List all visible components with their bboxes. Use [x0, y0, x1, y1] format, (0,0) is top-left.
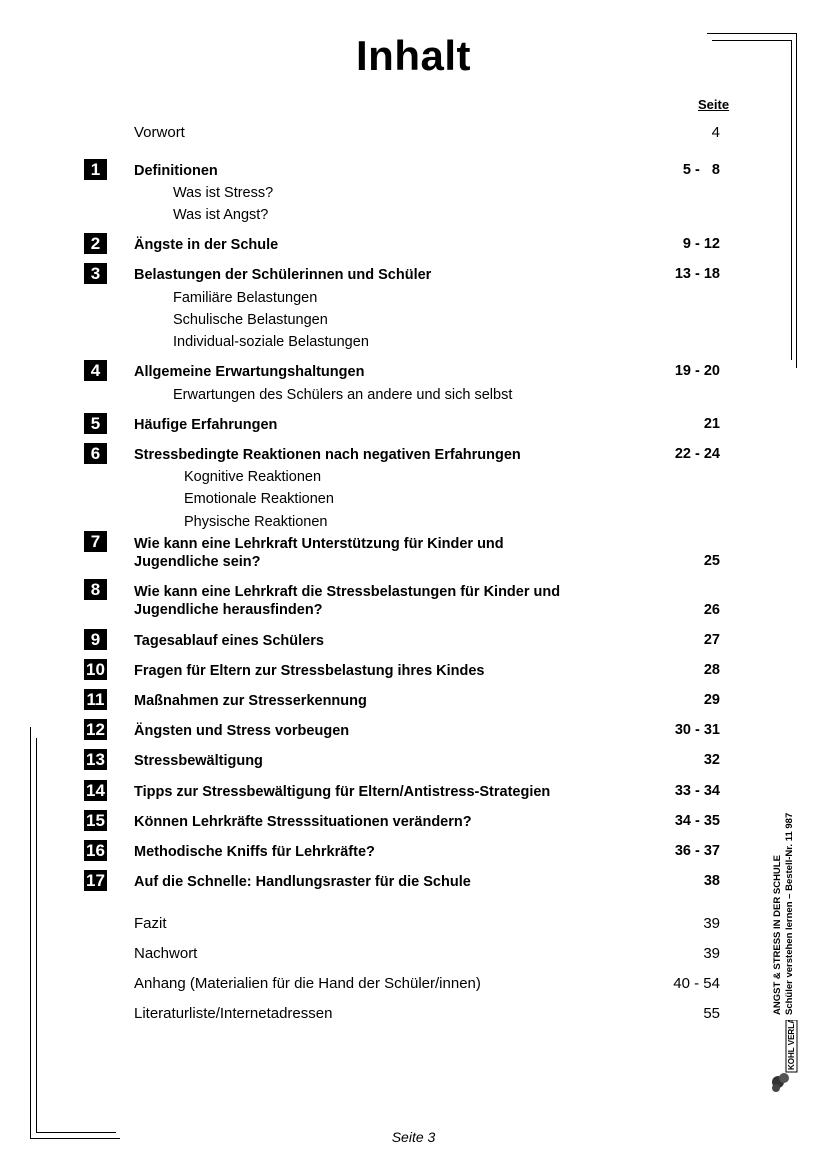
chapter-number: 14 [84, 780, 107, 801]
toc-page: 28 [703, 662, 720, 678]
toc-page: 55 [703, 1005, 720, 1022]
toc-page: 34 - 35 [674, 813, 720, 829]
toc-label: Wie kann eine Lehrkraft die Stressbelastungen für Kinder und Jugendliche herausfinden? [134, 584, 561, 618]
toc-page: 27 [703, 632, 720, 648]
toc-label: Definitionen [134, 163, 218, 179]
toc-page: 22 - 24 [674, 446, 720, 462]
chapter-number: 11 [84, 689, 107, 710]
toc-label: Fazit [134, 915, 167, 932]
toc-label: Tipps zur Stressbewältigung für Eltern/Antistress-Strategien [134, 784, 551, 800]
side-imprint-subtitle: Schüler verstehen lernen – Bestell-Nr. 11 987 [784, 812, 795, 1015]
toc-page: 4 [711, 124, 720, 141]
toc-label: Häufige Erfahrungen [134, 417, 278, 433]
toc-page: 9 - 12 [682, 236, 720, 252]
chapter-number: 10 [84, 659, 107, 680]
toc-subentry[interactable]: Emotionale Reaktionen [184, 491, 334, 507]
chapter-number: 15 [84, 810, 107, 831]
chapter-number: 3 [84, 263, 107, 284]
side-imprint [772, 715, 812, 1015]
toc-subentry[interactable]: Was ist Stress? [173, 185, 274, 201]
publisher-logo [770, 1020, 800, 1100]
toc-page: 39 [703, 915, 720, 932]
toc-subentry[interactable]: Familiäre Belastungen [173, 290, 318, 306]
toc-subentry[interactable]: Erwartungen des Schülers an andere und sich selbst [173, 387, 513, 403]
chapter-number: 8 [84, 579, 107, 600]
toc-label: Stressbedingte Reaktionen nach negativen Erfahrungen [134, 447, 521, 463]
toc-subentry[interactable]: Kognitive Reaktionen [184, 469, 322, 485]
toc-page: 36 - 37 [674, 843, 720, 859]
chapter-number: 17 [84, 870, 107, 891]
toc-label: Methodische Kniffs für Lehrkräfte? [134, 844, 375, 860]
toc-page: 30 - 31 [674, 722, 720, 738]
toc-label: Anhang (Materialien für die Hand der Schüler/innen) [134, 975, 481, 992]
toc-label: Ängsten und Stress vorbeugen [134, 723, 350, 739]
toc-subentry[interactable]: Schulische Belastungen [173, 312, 328, 328]
chapter-number: 4 [84, 360, 107, 381]
side-imprint-title: ANGST & STRESS IN DER SCHULE [772, 855, 783, 1015]
publisher-logo-text: KOHL VERLAG [787, 1020, 796, 1070]
toc-subentry[interactable]: Physische Reaktionen [184, 514, 328, 530]
toc-label: Literaturliste/Internetadressen [134, 1005, 333, 1022]
chapter-number: 13 [84, 749, 107, 770]
chapter-number: 7 [84, 531, 107, 552]
chapter-number: 5 [84, 413, 107, 434]
toc-page: 13 - 18 [674, 266, 720, 282]
toc-label: Wie kann eine Lehrkraft Unterstützung für Kinder und Jugendliche sein? [134, 536, 504, 570]
toc-subentry[interactable]: Individual-soziale Belastungen [173, 334, 369, 350]
toc-label: Können Lehrkräfte Stresssituationen verändern? [134, 814, 472, 830]
page-column-header: Seite [698, 97, 730, 112]
chapter-number: 12 [84, 719, 107, 740]
toc-label: Fragen für Eltern zur Stressbelastung ihres Kindes [134, 663, 485, 679]
toc-label: Auf die Schnelle: Handlungsraster für die Schule [134, 874, 471, 890]
toc-page: 32 [703, 752, 720, 768]
toc-page: 21 [703, 416, 720, 432]
toc-page: 29 [703, 692, 720, 708]
toc-label: Ängste in der Schule [134, 237, 279, 253]
toc-label: Stressbewältigung [134, 753, 263, 769]
chapter-number: 9 [84, 629, 107, 650]
toc-label: Allgemeine Erwartungshaltungen [134, 364, 365, 380]
toc-page: 40 - 54 [673, 975, 720, 992]
page-footer: Seite 3 [391, 1129, 436, 1145]
toc-label: Maßnahmen zur Stresserkennung [134, 693, 367, 709]
page-title: Inhalt [356, 32, 471, 79]
toc-label: Nachwort [134, 945, 198, 962]
toc-page: 33 - 34 [674, 783, 720, 799]
toc-label: Tagesablauf eines Schülers [134, 633, 324, 649]
toc-page: 5 - 8 [682, 162, 720, 178]
chapter-number: 6 [84, 443, 107, 464]
chapter-number: 2 [84, 233, 107, 254]
toc-page: 19 - 20 [674, 363, 720, 379]
chapter-number: 1 [84, 159, 107, 180]
toc-label: Vorwort [134, 124, 185, 141]
toc-page: 26 [703, 602, 720, 618]
toc-page: 39 [703, 945, 720, 962]
chapter-number: 16 [84, 840, 107, 861]
toc-page: 25 [703, 553, 720, 569]
toc-page: 38 [703, 873, 720, 889]
toc-subentry[interactable]: Was ist Angst? [173, 207, 269, 223]
toc-label: Belastungen der Schülerinnen und Schüler [134, 267, 432, 283]
